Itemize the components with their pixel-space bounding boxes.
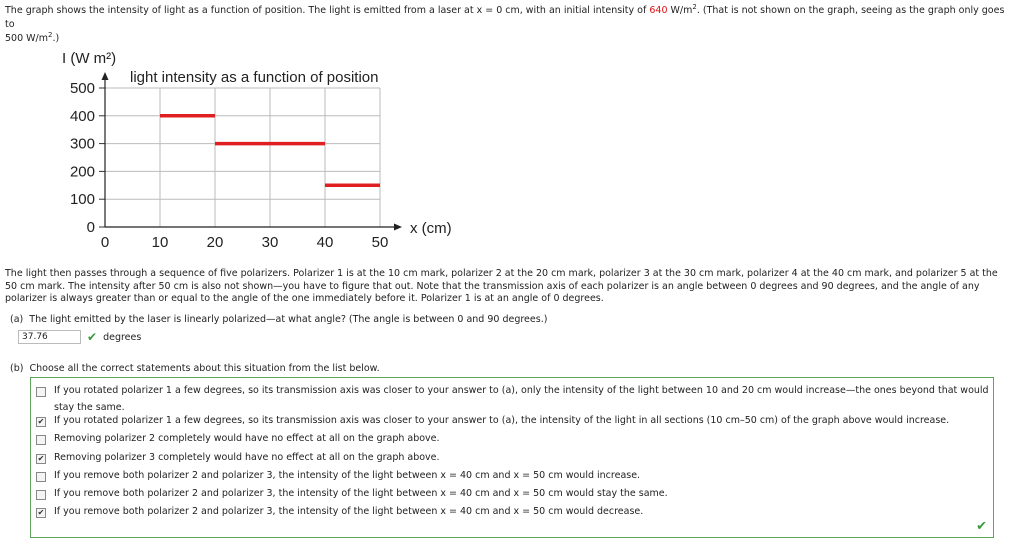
final-check-icon: ✔	[976, 519, 987, 534]
y-tick-300: 300	[69, 135, 95, 153]
intro-sup-2: 2	[48, 30, 53, 39]
intensity-chart	[0, 40, 470, 255]
y-tick-200: 200	[69, 163, 95, 181]
initial-intensity-value: 640	[649, 5, 668, 16]
x-tick-40: 40	[316, 234, 334, 251]
option-6-text: If you remove both polarizer 2 and polarizer 3, the intensity of the light between x = 40 cm and x = 50 cm would stay the same.	[54, 488, 668, 499]
y-tick-400: 400	[69, 107, 95, 125]
x-tick-10: 10	[151, 234, 169, 251]
y-tick-500: 500	[69, 80, 95, 97]
option-2-text: If you rotated polarizer 1 a few degrees, so its transmission axis was closer to your answer to (a), the intensity of the light in all sections (10 cm–50 cm) of the graph above would increase.	[54, 415, 950, 426]
option-3-checkbox[interactable]	[36, 435, 46, 445]
option-4-checkbox[interactable]: ✔	[37, 454, 45, 463]
y-tick-0: 0	[86, 219, 95, 236]
chart-xlabel: x (cm)	[410, 220, 452, 237]
option-7-text: If you remove both polarizer 2 and polarizer 3, the intensity of the light between x = 40 cm and x = 50 cm would decrease.	[54, 506, 644, 517]
option-4-text: Removing polarizer 3 completely would have no effect at all on the graph above.	[54, 452, 440, 463]
question-b-label: (b)	[10, 363, 24, 374]
option-6-checkbox[interactable]	[36, 490, 46, 500]
intro-sup: 2	[692, 2, 697, 11]
option-3-text: Removing polarizer 2 completely would have no effect at all on the graph above.	[54, 433, 440, 444]
answer-a-row	[18, 330, 141, 344]
chart-title: light intensity as a function of position	[130, 69, 379, 86]
question-a-text: The light emitted by the laser is linearly polarized—at what angle? (The angle is between 0 and 90 degrees.)	[29, 314, 548, 325]
question-b-text: Choose all the correct statements about this situation from the list below.	[29, 363, 380, 374]
option-5[interactable]	[36, 471, 992, 484]
x-axis-arrow-icon	[394, 224, 402, 231]
answer-a-unit: degrees	[103, 331, 142, 343]
option-3[interactable]	[36, 434, 992, 447]
y-axis-arrow-icon	[102, 72, 109, 80]
answer-a-input[interactable]: 37.76	[18, 330, 81, 344]
correct-check-icon: ✔	[87, 330, 98, 344]
intro-line2-end: .)	[52, 33, 60, 44]
option-2[interactable]	[36, 416, 992, 429]
options-box	[30, 377, 994, 538]
chart-grid	[105, 88, 380, 227]
intro-line2: 500 W/m	[5, 33, 49, 44]
option-5-text: If you remove both polarizer 2 and polarizer 3, the intensity of the light between x = 40 cm and x = 50 cm would increase.	[54, 470, 641, 481]
option-7[interactable]	[36, 507, 992, 520]
x-tick-0: 0	[100, 234, 110, 251]
question-a	[10, 314, 547, 325]
chart-ticks	[70, 72, 402, 251]
option-7-checkbox[interactable]: ✔	[37, 508, 45, 517]
intro-unit: W/m	[667, 5, 693, 16]
option-1-text: If you rotated polarizer 1 a few degrees, so its transmission axis was closer to your answer to (a), only the intensity of the light between 10 and 20 cm would increase—the ones beyond that would stay the same.	[54, 385, 989, 413]
intro-before: The graph shows the intensity of light as a function of position. The light is emitted from a laser at x = 0 cm, with an initial intensity of	[5, 5, 650, 16]
question-a-label: (a)	[10, 314, 24, 325]
x-tick-50: 50	[371, 234, 389, 251]
x-tick-30: 30	[261, 234, 279, 251]
option-6[interactable]	[36, 489, 992, 502]
option-2-checkbox[interactable]: ✔	[37, 417, 45, 426]
x-tick-20: 20	[206, 234, 224, 251]
intro-after: . (That is not shown on the graph, seeing as the graph only goes to	[5, 5, 1005, 30]
chart-ylabel: I (W m²)	[62, 50, 117, 67]
question-b	[10, 363, 380, 374]
option-1-checkbox[interactable]	[36, 387, 46, 397]
y-tick-100: 100	[69, 191, 95, 209]
option-4[interactable]	[36, 453, 992, 466]
polarizer-description: The light then passes through a sequence of five polarizers. Polarizer 1 is at the 10 cm mark, polarizer 2 at the 20 cm mark, polarizer 3 at the 30 cm mark, polarizer 4 at the 40 cm mark, and polarizer 5 at the 50 cm mark. The intensity after 50 cm is also not shown—you have to figure that out. Note that the transmission axis of each polarizer is an angle between 0 degrees and 90 degrees, and the angle of any polarizer is always greater than or equal to the angle of the one immediately before it. Polarizer 1 is at an angle of 0 degrees.	[5, 268, 998, 304]
option-5-checkbox[interactable]	[36, 472, 46, 482]
